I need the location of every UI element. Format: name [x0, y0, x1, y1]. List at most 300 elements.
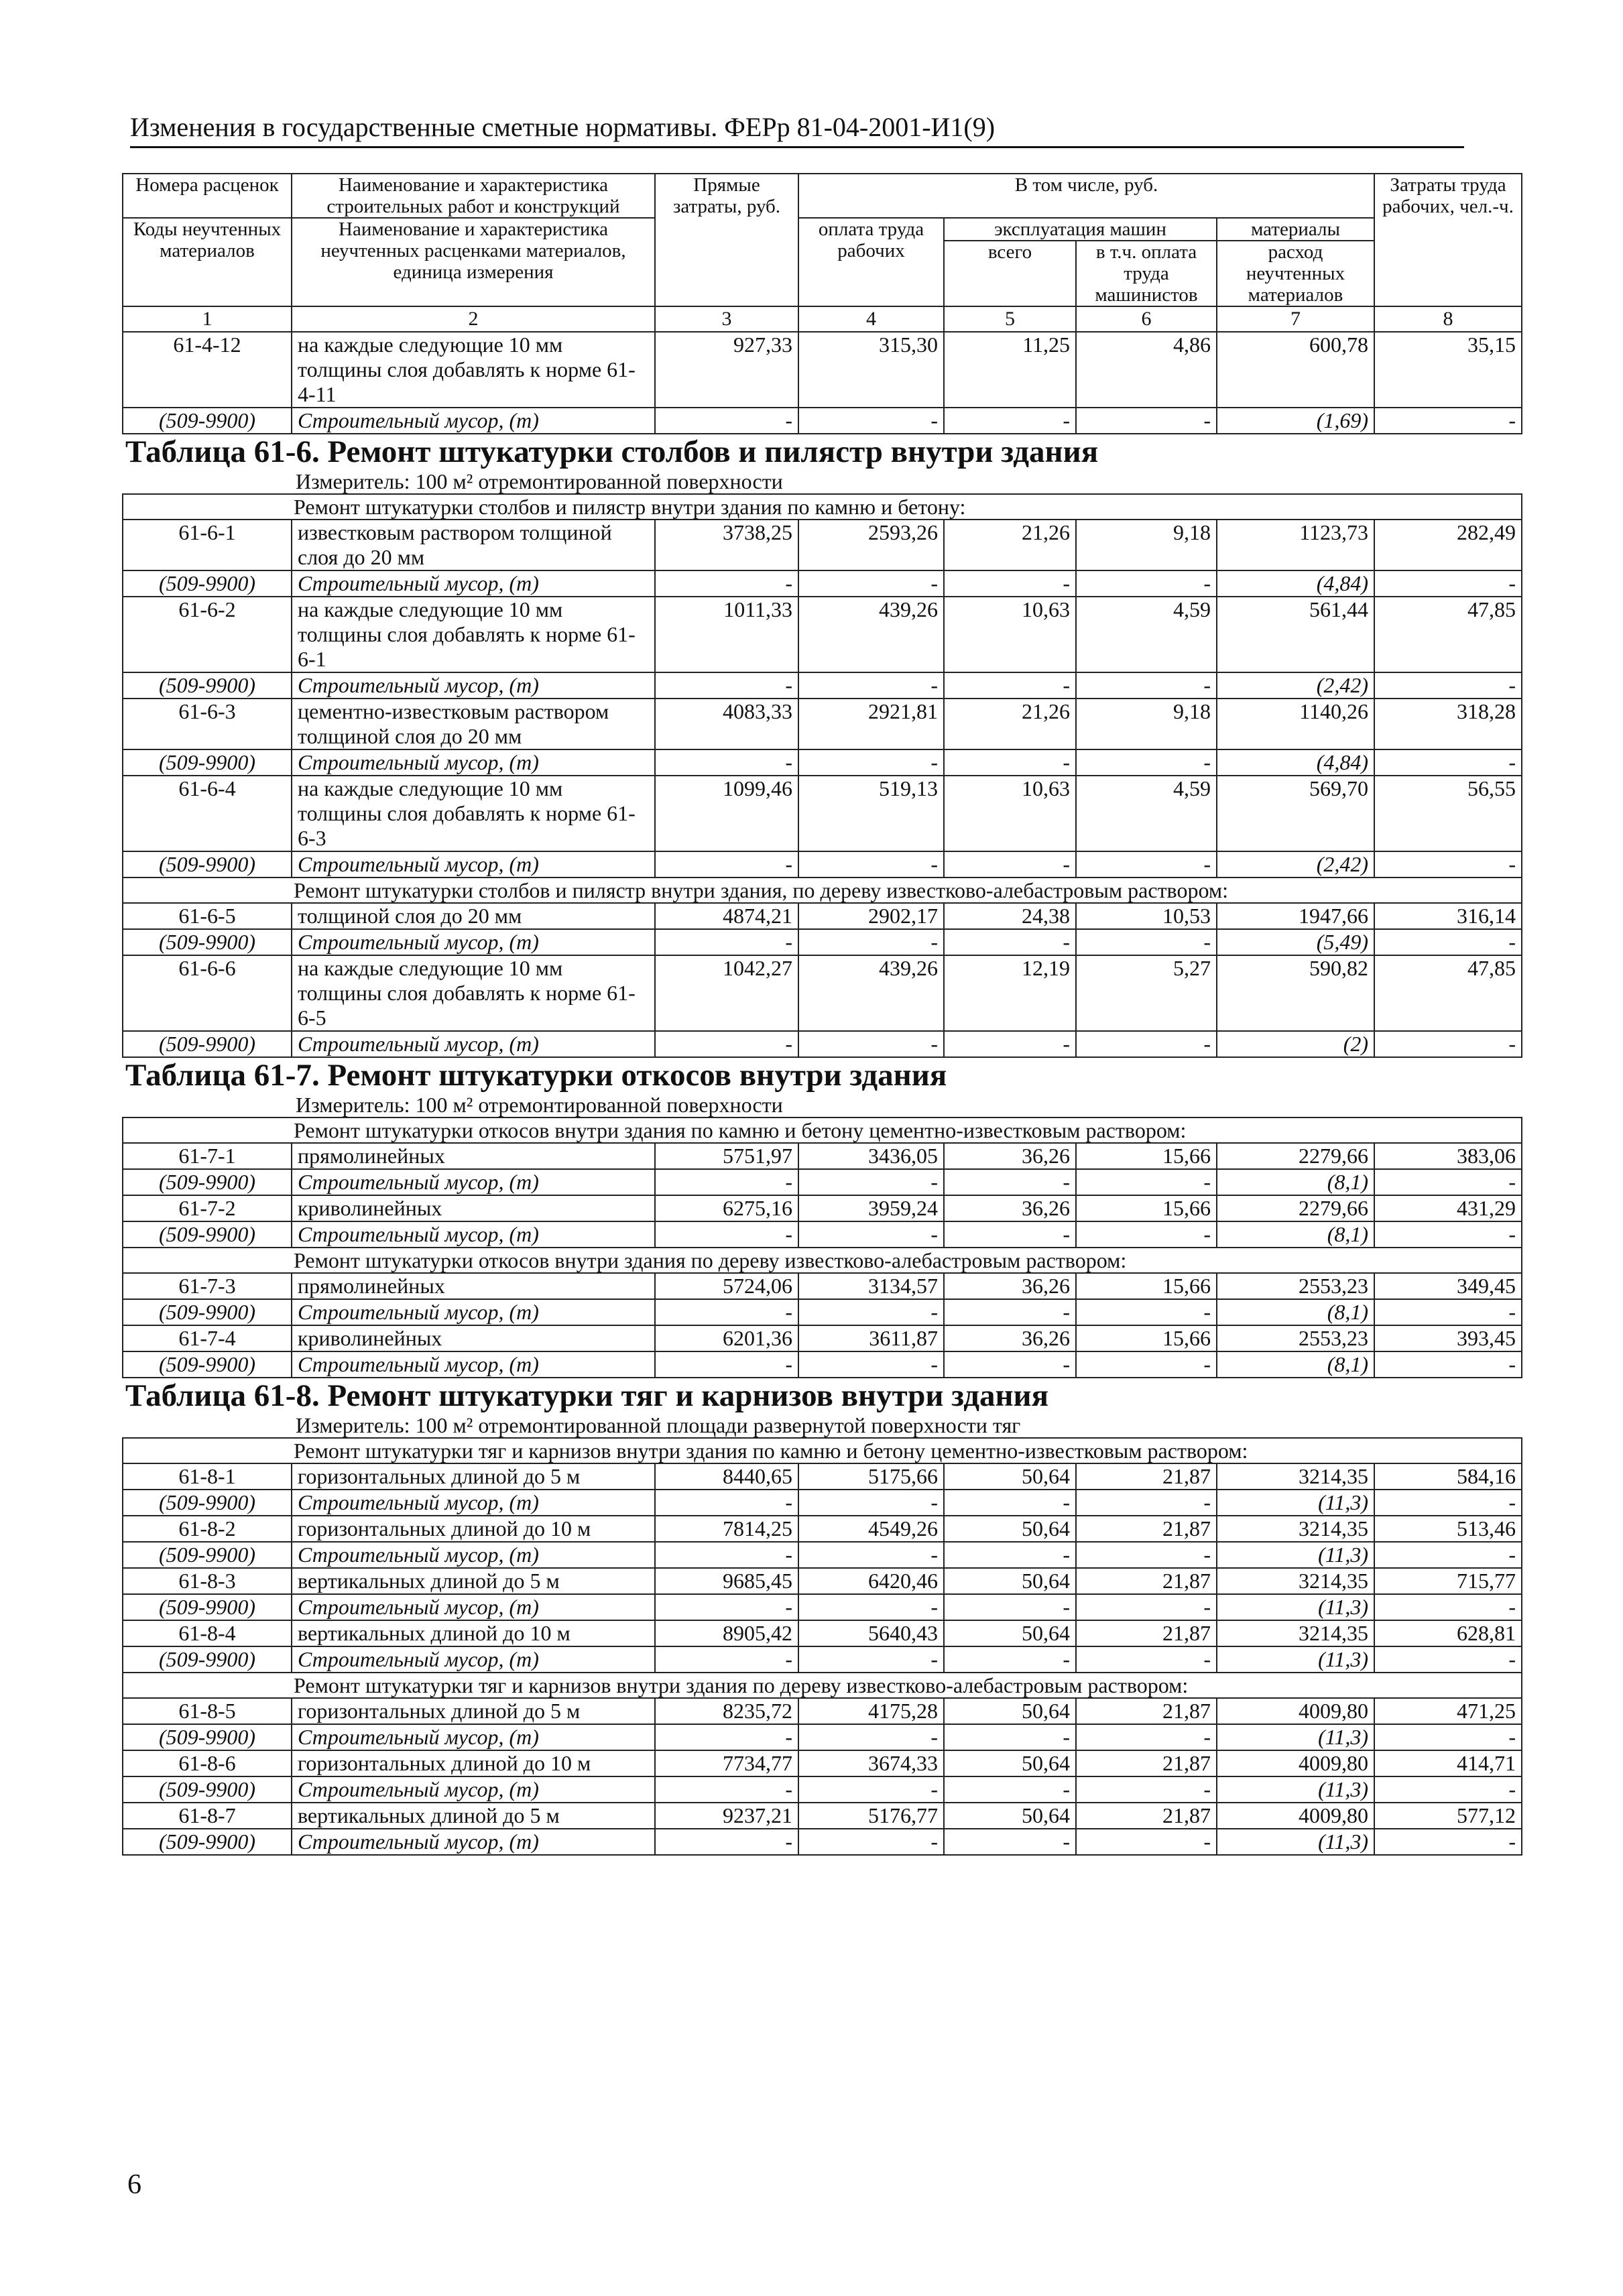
value-machines-total: - [944, 570, 1076, 597]
value-direct-costs: - [655, 1594, 798, 1620]
value-materials: (11,3) [1217, 1594, 1374, 1620]
value-machines-total: - [944, 408, 1076, 434]
header-material-codes: Коды неучтенных материалов [123, 218, 292, 306]
value-labor-hours: 513,46 [1374, 1516, 1522, 1542]
table-measure: Измеритель: 100 м² отремонтированной площади развернутой поверхности тяг [296, 1413, 1021, 1437]
value-materials: (2,42) [1217, 672, 1374, 699]
value-machines-total: 50,64 [944, 1463, 1076, 1490]
value-worker-pay: - [798, 1646, 944, 1673]
value-machinist-pay: 15,66 [1076, 1273, 1217, 1299]
value-worker-pay: - [798, 1031, 944, 1057]
value-materials: 3214,35 [1217, 1620, 1374, 1646]
work-name: горизонтальных длиной до 5 м [292, 1698, 655, 1724]
rate-row [123, 955, 1522, 1031]
header-row-2 [123, 218, 1522, 241]
value-materials: (2,42) [1217, 851, 1374, 878]
material-row [123, 1031, 1522, 1057]
material-name: Строительный мусор, (т) [292, 1299, 655, 1325]
value-materials: (4,84) [1217, 749, 1374, 776]
value-direct-costs: - [655, 1776, 798, 1803]
value-machinist-pay: - [1076, 851, 1217, 878]
value-labor-hours: 316,14 [1374, 903, 1522, 929]
value-worker-pay: - [798, 749, 944, 776]
material-code: (509-9900) [123, 570, 292, 597]
value-materials: 561,44 [1217, 597, 1374, 672]
value-machinist-pay: - [1076, 1646, 1217, 1673]
value-machinist-pay: - [1076, 570, 1217, 597]
value-worker-pay: - [798, 929, 944, 955]
column-number: 2 [292, 306, 655, 332]
value-worker-pay: 6420,46 [798, 1568, 944, 1594]
value-labor-hours: - [1374, 570, 1522, 597]
rate-row [123, 1195, 1522, 1221]
value-machines-total: - [944, 1490, 1076, 1516]
value-worker-pay: 3674,33 [798, 1750, 944, 1776]
value-machinist-pay: 10,53 [1076, 903, 1217, 929]
subsection-row [123, 1438, 1522, 1463]
rate-code: 61-7-3 [123, 1273, 292, 1299]
material-row [123, 408, 1522, 434]
value-worker-pay: - [798, 1542, 944, 1568]
work-name: на каждые следующие 10 мм толщины слоя добавлять к норме 61-6-1 [292, 597, 655, 672]
material-row [123, 1594, 1522, 1620]
value-direct-costs: - [655, 1351, 798, 1378]
value-machinist-pay: 9,18 [1076, 520, 1217, 570]
value-direct-costs: 7734,77 [655, 1750, 798, 1776]
header-material-consumption: расход неучтенных материалов [1217, 241, 1374, 306]
value-labor-hours: - [1374, 408, 1522, 434]
value-direct-costs: 8440,65 [655, 1463, 798, 1490]
value-machines-total: 21,26 [944, 520, 1076, 570]
material-row [123, 1646, 1522, 1673]
value-machines-total: - [944, 1221, 1076, 1248]
subsection-title: Ремонт штукатурки тяг и карнизов внутри здания по дереву известково-алебастровым раствором: [123, 1673, 1522, 1698]
header-direct-costs: Прямые затраты, руб. [655, 174, 798, 306]
value-materials: 2279,66 [1217, 1143, 1374, 1169]
value-materials: 2553,23 [1217, 1273, 1374, 1299]
value-labor-hours: 349,45 [1374, 1273, 1522, 1299]
material-code: (509-9900) [123, 929, 292, 955]
subsection-row [123, 878, 1522, 903]
value-machines-total: 10,63 [944, 597, 1076, 672]
page-number: 6 [127, 2169, 141, 2200]
subsection-row [123, 1673, 1522, 1698]
value-machinist-pay: 5,27 [1076, 955, 1217, 1031]
value-machinist-pay: - [1076, 672, 1217, 699]
column-number: 1 [123, 306, 292, 332]
column-number: 8 [1374, 306, 1522, 332]
value-machinist-pay: 21,87 [1076, 1516, 1217, 1542]
value-materials: 2553,23 [1217, 1325, 1374, 1351]
value-materials: 1123,73 [1217, 520, 1374, 570]
rate-row [123, 1516, 1522, 1542]
work-name: на каждые следующие 10 мм толщины слоя добавлять к норме 61-6-5 [292, 955, 655, 1031]
value-machinist-pay: 15,66 [1076, 1195, 1217, 1221]
rate-code: 61-7-4 [123, 1325, 292, 1351]
rate-code: 61-8-5 [123, 1698, 292, 1724]
value-direct-costs: 4874,21 [655, 903, 798, 929]
value-materials: 1140,26 [1217, 699, 1374, 749]
value-direct-costs: - [655, 1221, 798, 1248]
material-name: Строительный мусор, (т) [292, 1724, 655, 1750]
material-row [123, 1829, 1522, 1855]
value-machines-total: 50,64 [944, 1698, 1076, 1724]
value-worker-pay: - [798, 851, 944, 878]
value-machinist-pay: - [1076, 1724, 1217, 1750]
rate-code: 61-7-1 [123, 1143, 292, 1169]
rate-code: 61-6-4 [123, 776, 292, 851]
value-direct-costs: 927,33 [655, 332, 798, 408]
subsection-row [123, 1248, 1522, 1273]
work-name: толщиной слоя до 20 мм [292, 903, 655, 929]
material-row [123, 749, 1522, 776]
value-worker-pay: 5176,77 [798, 1803, 944, 1829]
column-number: 5 [944, 306, 1076, 332]
value-machinist-pay: - [1076, 929, 1217, 955]
value-materials: (5,49) [1217, 929, 1374, 955]
value-materials: (11,3) [1217, 1724, 1374, 1750]
value-labor-hours: 431,29 [1374, 1195, 1522, 1221]
value-labor-hours: 56,55 [1374, 776, 1522, 851]
column-number: 3 [655, 306, 798, 332]
value-materials: (11,3) [1217, 1776, 1374, 1803]
value-direct-costs: 5751,97 [655, 1143, 798, 1169]
material-code: (509-9900) [123, 672, 292, 699]
rate-row [123, 1698, 1522, 1724]
value-materials: 3214,35 [1217, 1568, 1374, 1594]
table-title: Таблица 61-6. Ремонт штукатурки столбов и пилястр внутри здания [125, 434, 1099, 469]
material-row [123, 570, 1522, 597]
value-materials: 600,78 [1217, 332, 1374, 408]
value-labor-hours: - [1374, 1776, 1522, 1803]
value-worker-pay: 3611,87 [798, 1325, 944, 1351]
header-including: В том числе, руб. [798, 174, 1374, 218]
value-machinist-pay: - [1076, 1542, 1217, 1568]
value-direct-costs: 9237,21 [655, 1803, 798, 1829]
material-row [123, 1299, 1522, 1325]
value-machines-total: 50,64 [944, 1568, 1076, 1594]
value-machines-total: 36,26 [944, 1273, 1076, 1299]
value-labor-hours: - [1374, 929, 1522, 955]
value-direct-costs: - [655, 1724, 798, 1750]
value-labor-hours: 383,06 [1374, 1143, 1522, 1169]
rate-code: 61-6-6 [123, 955, 292, 1031]
value-worker-pay: - [798, 672, 944, 699]
material-name: Строительный мусор, (т) [292, 1542, 655, 1568]
header-material-name: Наименование и характеристика неучтенных расценками материалов, единица измерения [292, 218, 655, 306]
value-machines-total: 21,26 [944, 699, 1076, 749]
material-name: Строительный мусор, (т) [292, 851, 655, 878]
rate-code: 61-8-2 [123, 1516, 292, 1542]
value-materials: 3214,35 [1217, 1463, 1374, 1490]
value-direct-costs: - [655, 1169, 798, 1195]
material-code: (509-9900) [123, 1594, 292, 1620]
value-direct-costs: 1042,27 [655, 955, 798, 1031]
material-row [123, 1724, 1522, 1750]
rate-row [123, 332, 1522, 408]
value-materials: (2) [1217, 1031, 1374, 1057]
column-number: 7 [1217, 306, 1374, 332]
value-labor-hours: - [1374, 1031, 1522, 1057]
material-name: Строительный мусор, (т) [292, 1594, 655, 1620]
value-materials: (11,3) [1217, 1646, 1374, 1673]
value-machinist-pay: 9,18 [1076, 699, 1217, 749]
rate-code: 61-6-2 [123, 597, 292, 672]
value-machinist-pay: - [1076, 749, 1217, 776]
subsection-row [123, 494, 1522, 520]
material-name: Строительный мусор, (т) [292, 1490, 655, 1516]
work-name: на каждые следующие 10 мм толщины слоя добавлять к норме 61-4-11 [292, 332, 655, 408]
rate-row [123, 520, 1522, 570]
material-code: (509-9900) [123, 408, 292, 434]
value-labor-hours: - [1374, 1646, 1522, 1673]
header-rate-numbers: Номера расценок [123, 174, 292, 218]
value-machinist-pay: 21,87 [1076, 1698, 1217, 1724]
value-worker-pay: 5175,66 [798, 1463, 944, 1490]
value-machinist-pay: - [1076, 1776, 1217, 1803]
value-direct-costs: 4083,33 [655, 699, 798, 749]
value-machines-total: - [944, 1646, 1076, 1673]
table-measure: Измеритель: 100 м² отремонтированной поверхности [296, 469, 783, 493]
table-body [123, 174, 1522, 1855]
value-machines-total: - [944, 1351, 1076, 1378]
value-worker-pay: - [798, 1724, 944, 1750]
column-number-row [123, 306, 1522, 332]
value-worker-pay: 5640,43 [798, 1620, 944, 1646]
material-name: Строительный мусор, (т) [292, 570, 655, 597]
value-worker-pay: - [798, 1221, 944, 1248]
material-row [123, 1542, 1522, 1568]
material-name: Строительный мусор, (т) [292, 408, 655, 434]
rate-row [123, 699, 1522, 749]
header-work-name: Наименование и характеристика строительных работ и конструкций [292, 174, 655, 218]
value-machinist-pay: 4,59 [1076, 597, 1217, 672]
value-materials: 569,70 [1217, 776, 1374, 851]
value-machinist-pay: 4,86 [1076, 332, 1217, 408]
value-labor-hours: - [1374, 851, 1522, 878]
value-machines-total: 36,26 [944, 1325, 1076, 1351]
value-machines-total: - [944, 1776, 1076, 1803]
value-direct-costs: - [655, 1542, 798, 1568]
rate-code: 61-8-6 [123, 1750, 292, 1776]
subsection-title: Ремонт штукатурки столбов и пилястр внутри здания по камню и бетону: [123, 494, 1522, 520]
rate-code: 61-6-1 [123, 520, 292, 570]
material-code: (509-9900) [123, 851, 292, 878]
value-labor-hours: - [1374, 1594, 1522, 1620]
material-row [123, 1169, 1522, 1195]
value-labor-hours: - [1374, 1724, 1522, 1750]
material-code: (509-9900) [123, 1724, 292, 1750]
value-machinist-pay: - [1076, 408, 1217, 434]
material-code: (509-9900) [123, 1490, 292, 1516]
value-machines-total: - [944, 672, 1076, 699]
value-labor-hours: - [1374, 749, 1522, 776]
value-labor-hours: 318,28 [1374, 699, 1522, 749]
value-machines-total: 10,63 [944, 776, 1076, 851]
rate-code: 61-8-3 [123, 1568, 292, 1594]
table-heading-cell [123, 1378, 1522, 1438]
table-heading-cell [123, 434, 1522, 494]
rate-row [123, 776, 1522, 851]
value-labor-hours: 471,25 [1374, 1698, 1522, 1724]
work-name: криволинейных [292, 1195, 655, 1221]
value-materials: 1947,66 [1217, 903, 1374, 929]
rate-code: 61-6-3 [123, 699, 292, 749]
value-direct-costs: - [655, 1829, 798, 1855]
value-direct-costs: - [655, 1299, 798, 1325]
value-machines-total: - [944, 1724, 1076, 1750]
subsection-row [123, 1117, 1522, 1143]
value-direct-costs: - [655, 672, 798, 699]
table-measure: Измеритель: 100 м² отремонтированной поверхности [296, 1093, 783, 1117]
value-worker-pay: - [798, 1490, 944, 1516]
value-machinist-pay: 21,87 [1076, 1750, 1217, 1776]
value-labor-hours: 47,85 [1374, 955, 1522, 1031]
material-code: (509-9900) [123, 1542, 292, 1568]
value-machinist-pay: 15,66 [1076, 1325, 1217, 1351]
value-machinist-pay: - [1076, 1490, 1217, 1516]
value-machines-total: 36,26 [944, 1143, 1076, 1169]
value-labor-hours: 628,81 [1374, 1620, 1522, 1646]
value-machinist-pay: - [1076, 1594, 1217, 1620]
value-labor-hours: - [1374, 1221, 1522, 1248]
value-machinist-pay: - [1076, 1351, 1217, 1378]
table-title: Таблица 61-8. Ремонт штукатурки тяг и карнизов внутри здания [125, 1378, 1049, 1413]
value-machines-total: - [944, 929, 1076, 955]
value-direct-costs: - [655, 1490, 798, 1516]
material-code: (509-9900) [123, 1299, 292, 1325]
rate-row [123, 1143, 1522, 1169]
value-materials: 4009,80 [1217, 1698, 1374, 1724]
table-section-heading [123, 1378, 1522, 1438]
value-machines-total: - [944, 1299, 1076, 1325]
value-worker-pay: - [798, 1829, 944, 1855]
value-direct-costs: 1011,33 [655, 597, 798, 672]
value-machines-total: - [944, 749, 1076, 776]
material-code: (509-9900) [123, 1829, 292, 1855]
header-labor-hours: Затраты труда рабочих, чел.-ч. [1374, 174, 1522, 306]
value-direct-costs: 7814,25 [655, 1516, 798, 1542]
table-title: Таблица 61-7. Ремонт штукатурки откосов внутри здания [125, 1058, 947, 1093]
value-direct-costs: 6201,36 [655, 1325, 798, 1351]
rates-table [122, 173, 1522, 1856]
header-machines: эксплуатация машин [944, 218, 1217, 241]
material-name: Строительный мусор, (т) [292, 1829, 655, 1855]
value-materials: 4009,80 [1217, 1750, 1374, 1776]
value-direct-costs: - [655, 929, 798, 955]
subsection-title: Ремонт штукатурки столбов и пилястр внутри здания, по дереву известково-алебастровым раствором: [123, 878, 1522, 903]
value-materials: 4009,80 [1217, 1803, 1374, 1829]
material-row [123, 851, 1522, 878]
rate-code: 61-7-2 [123, 1195, 292, 1221]
value-worker-pay: - [798, 570, 944, 597]
work-name: горизонтальных длиной до 10 м [292, 1750, 655, 1776]
value-worker-pay: - [798, 1351, 944, 1378]
value-materials: (8,1) [1217, 1299, 1374, 1325]
subsection-title: Ремонт штукатурки тяг и карнизов внутри здания по камню и бетону цементно-известковым раствором: [123, 1438, 1522, 1463]
value-direct-costs: - [655, 851, 798, 878]
column-number: 6 [1076, 306, 1217, 332]
value-worker-pay: 3959,24 [798, 1195, 944, 1221]
value-worker-pay: 439,26 [798, 955, 944, 1031]
value-machines-total: 50,64 [944, 1620, 1076, 1646]
material-row [123, 929, 1522, 955]
material-row [123, 1221, 1522, 1248]
value-machines-total: 12,19 [944, 955, 1076, 1031]
value-worker-pay: - [798, 1776, 944, 1803]
work-name: на каждые следующие 10 мм толщины слоя добавлять к норме 61-6-3 [292, 776, 655, 851]
value-worker-pay: 2921,81 [798, 699, 944, 749]
rate-row [123, 1568, 1522, 1594]
value-machines-total: - [944, 1829, 1076, 1855]
rate-row [123, 1750, 1522, 1776]
value-materials: (8,1) [1217, 1169, 1374, 1195]
value-labor-hours: - [1374, 1490, 1522, 1516]
value-machines-total: - [944, 851, 1076, 878]
value-machines-total: - [944, 1594, 1076, 1620]
material-row [123, 1490, 1522, 1516]
value-materials: (1,69) [1217, 408, 1374, 434]
value-machinist-pay: - [1076, 1169, 1217, 1195]
value-direct-costs: 9685,45 [655, 1568, 798, 1594]
material-row [123, 1776, 1522, 1803]
value-machinist-pay: - [1076, 1221, 1217, 1248]
value-machines-total: - [944, 1542, 1076, 1568]
work-name: цементно-известковым раствором толщиной слоя до 20 мм [292, 699, 655, 749]
value-labor-hours: - [1374, 1351, 1522, 1378]
material-name: Строительный мусор, (т) [292, 1646, 655, 1673]
table-section-heading [123, 1057, 1522, 1117]
value-labor-hours: 393,45 [1374, 1325, 1522, 1351]
header-row-1 [123, 174, 1522, 218]
value-labor-hours: 35,15 [1374, 332, 1522, 408]
work-name: криволинейных [292, 1325, 655, 1351]
header-worker-pay: оплата труда рабочих [798, 218, 944, 306]
work-name: горизонтальных длиной до 5 м [292, 1463, 655, 1490]
value-direct-costs: 1099,46 [655, 776, 798, 851]
material-code: (509-9900) [123, 1646, 292, 1673]
value-machines-total: 24,38 [944, 903, 1076, 929]
value-direct-costs: - [655, 570, 798, 597]
value-materials: 2279,66 [1217, 1195, 1374, 1221]
rate-code: 61-6-5 [123, 903, 292, 929]
value-labor-hours: 715,77 [1374, 1568, 1522, 1594]
work-name: прямолинейных [292, 1273, 655, 1299]
value-worker-pay: 519,13 [798, 776, 944, 851]
material-name: Строительный мусор, (т) [292, 672, 655, 699]
material-name: Строительный мусор, (т) [292, 1031, 655, 1057]
value-direct-costs: - [655, 1646, 798, 1673]
value-worker-pay: 2593,26 [798, 520, 944, 570]
material-name: Строительный мусор, (т) [292, 1169, 655, 1195]
value-labor-hours: - [1374, 1542, 1522, 1568]
value-materials: (8,1) [1217, 1351, 1374, 1378]
value-labor-hours: - [1374, 1829, 1522, 1855]
value-machinist-pay: - [1076, 1031, 1217, 1057]
value-materials: (11,3) [1217, 1542, 1374, 1568]
subsection-title: Ремонт штукатурки откосов внутри здания по камню и бетону цементно-известковым раствором: [123, 1117, 1522, 1143]
value-machines-total: 50,64 [944, 1750, 1076, 1776]
value-labor-hours: 414,71 [1374, 1750, 1522, 1776]
value-direct-costs: 6275,16 [655, 1195, 798, 1221]
value-machinist-pay: 21,87 [1076, 1568, 1217, 1594]
value-worker-pay: 315,30 [798, 332, 944, 408]
rate-code: 61-8-4 [123, 1620, 292, 1646]
value-machinist-pay: 4,59 [1076, 776, 1217, 851]
value-labor-hours: - [1374, 1299, 1522, 1325]
value-direct-costs: 3738,25 [655, 520, 798, 570]
value-labor-hours: 47,85 [1374, 597, 1522, 672]
